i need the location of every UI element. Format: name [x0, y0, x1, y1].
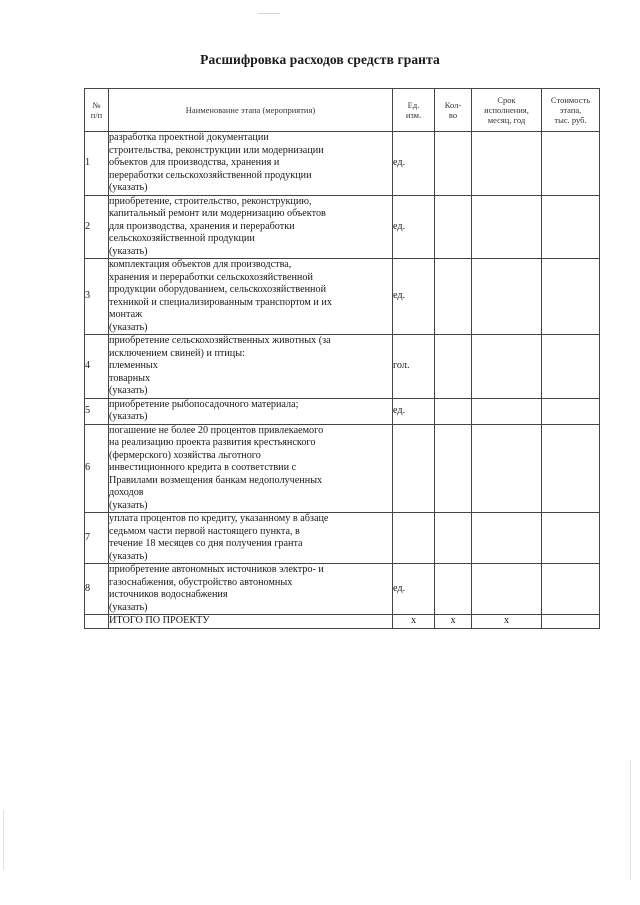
row-stage-name: погашение не более 20 процентов привлекаемого на реализацию проекта развития крестьянского (фермерского) хозяйства льготного инвестиционного кредита в соответствии с Правилами возмещения банкам недополученных доходов (указать) [109, 424, 393, 513]
row-term-cell [472, 132, 542, 196]
row-unit: ед. [393, 259, 435, 335]
table-row [85, 335, 600, 399]
row-stage-name: приобретение сельскохозяйственных животных (за исключением свиней) и птицы: племенных товарных (указать) [109, 335, 393, 399]
grant-expenses-table [84, 88, 600, 629]
row-unit: ед. [393, 132, 435, 196]
row-term-cell [472, 513, 542, 564]
scan-artifact-right-edge [630, 760, 631, 880]
row-unit [393, 513, 435, 564]
header-term: Срок исполнения, месяц, год [472, 89, 542, 132]
scan-artifact-left-edge [3, 810, 4, 870]
row-term-cell [472, 398, 542, 424]
row-qty-cell [435, 195, 472, 259]
row-cost-cell [542, 259, 600, 335]
row-term-cell [472, 564, 542, 615]
row-cost-cell [542, 513, 600, 564]
row-unit [393, 424, 435, 513]
table-row [85, 195, 600, 259]
row-unit: ед. [393, 398, 435, 424]
row-cost-cell [542, 564, 600, 615]
row-qty-cell [435, 335, 472, 399]
row-cost-cell [542, 132, 600, 196]
row-cost-cell [542, 195, 600, 259]
row-unit: гол. [393, 335, 435, 399]
table-row [85, 259, 600, 335]
row-qty-cell [435, 513, 472, 564]
row-cost-cell [542, 424, 600, 513]
total-num-cell [85, 615, 109, 629]
row-unit: ед. [393, 564, 435, 615]
row-term-cell [472, 335, 542, 399]
table-row [85, 132, 600, 196]
row-number: 1 [85, 132, 109, 196]
row-qty-cell [435, 398, 472, 424]
header-name: Наименование этапа (мероприятия) [109, 89, 393, 132]
row-qty-cell [435, 259, 472, 335]
table-row [85, 564, 600, 615]
row-stage-name: приобретение автономных источников электро- и газоснабжения, обустройство автономных источников водоснабжения (указать) [109, 564, 393, 615]
total-label: ИТОГО ПО ПРОЕКТУ [109, 615, 393, 629]
row-qty-cell [435, 132, 472, 196]
row-number: 8 [85, 564, 109, 615]
row-number: 6 [85, 424, 109, 513]
total-unit: x [393, 615, 435, 629]
table-row [85, 513, 600, 564]
row-number: 2 [85, 195, 109, 259]
total-cost [542, 615, 600, 629]
row-term-cell [472, 424, 542, 513]
header-qty: Кол- во [435, 89, 472, 132]
row-term-cell [472, 259, 542, 335]
row-stage-name: приобретение, строительство, реконструкцию, капитальный ремонт или модернизацию объектов для производства, хранения и переработки сельскохозяйственной продукции (указать) [109, 195, 393, 259]
row-term-cell [472, 195, 542, 259]
row-number: 5 [85, 398, 109, 424]
row-number: 4 [85, 335, 109, 399]
total-row [85, 615, 600, 629]
row-cost-cell [542, 335, 600, 399]
scan-artifact-top [258, 13, 280, 14]
document-title: Расшифровка расходов средств гранта [200, 52, 440, 67]
row-number: 3 [85, 259, 109, 335]
total-term: x [472, 615, 542, 629]
row-qty-cell [435, 424, 472, 513]
table-row [85, 398, 600, 424]
total-qty: x [435, 615, 472, 629]
row-stage-name: комплектация объектов для производства, хранения и переработки сельскохозяйственной продукции оборудованием, сельскохозяйственной техникой и специализированным транспортом и их монтаж (указать) [109, 259, 393, 335]
table-header-row [85, 89, 600, 132]
row-qty-cell [435, 564, 472, 615]
header-cost: Стоимость этапа, тыс. руб. [542, 89, 600, 132]
row-number: 7 [85, 513, 109, 564]
table-row [85, 424, 600, 513]
row-stage-name: уплата процентов по кредиту, указанному в абзаце седьмом части первой настоящего пункта, в течение 18 месяцев со дня получения гранта (указать) [109, 513, 393, 564]
row-unit: ед. [393, 195, 435, 259]
row-stage-name: разработка проектной документации строительства, реконструкции или модернизации объектов для производства, хранения и переработки сельскохозяйственной продукции (указать) [109, 132, 393, 196]
header-unit: Ед. изм. [393, 89, 435, 132]
row-stage-name: приобретение рыбопосадочного материала; (указать) [109, 398, 393, 424]
header-num: № п/п [85, 89, 109, 132]
row-cost-cell [542, 398, 600, 424]
